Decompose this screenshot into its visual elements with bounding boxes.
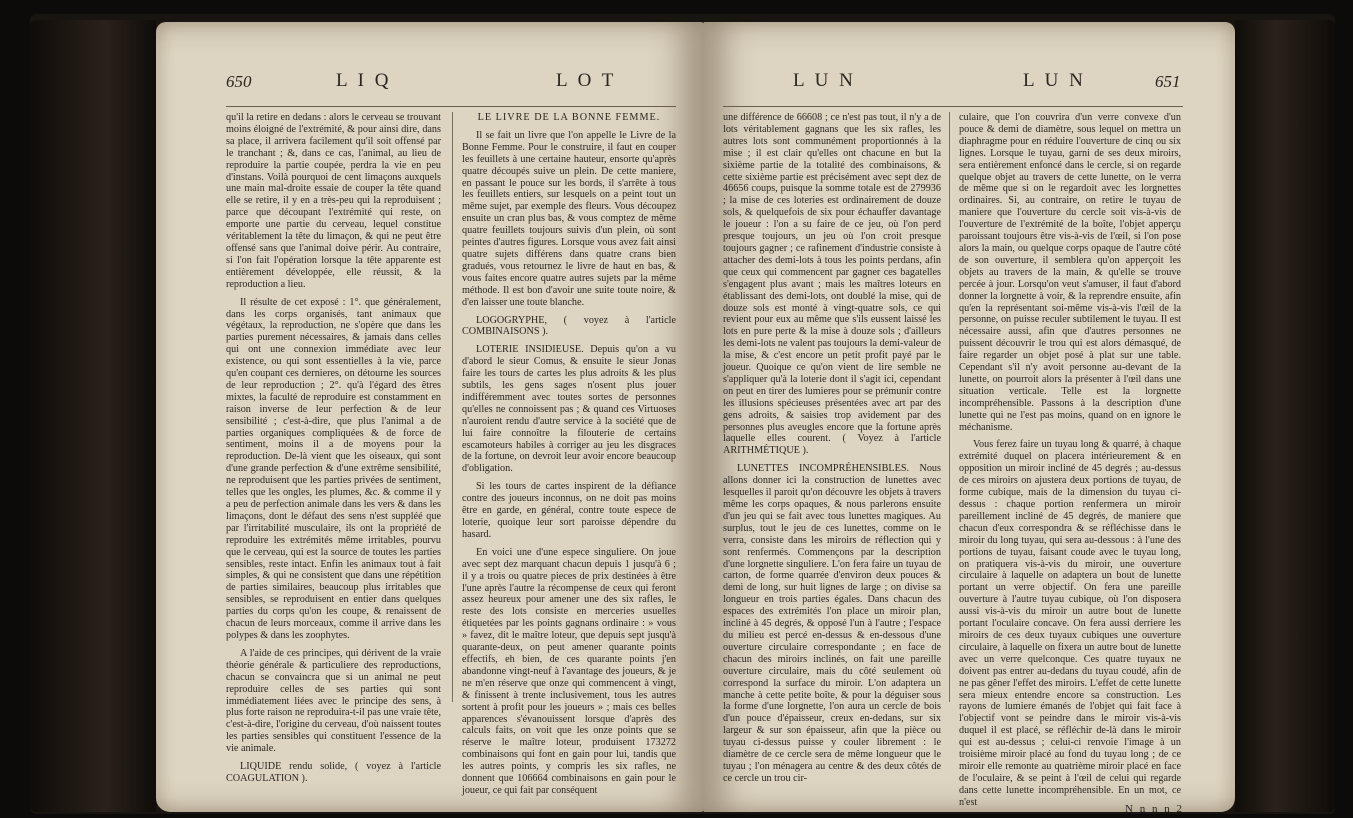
column-divider [949, 112, 950, 702]
paragraph: LUNETTES INCOMPRÉHENSIBLES. Nous allons donner ici la construction de lunettes avec lesquelles il paroit qu'on découvre les objets à travers même les corps opaques, & nous parlerons ensuite d'un jeu qui se fait avec tous lunettes magiques. Au surplus, tout le jeu de ces lunettes, comme on le verra, consiste dans les miroirs de réflection qui y sont renfermés. Commençons par la description d'une lorgnette singuliere. L'on fera faire un tuyau de carton, de forme quarrée d'environ deux pouces & demi de long, sur huit lignes de large ; on divise sa longueur en trois parties égales. Dans chacun des espaces des extrémités l'on place un miroir plan, incliné à 45 degrés, & opposé l'un à l'autre ; l'espace du milieu est percé en-dessus & en-dessous d'une ouverture circulaire correspondante ; en face de chacun des miroirs inclinés, on fait une pareille ouverture circulaire, mais du côté seulement où correspond la surface du miroir. L'on adaptera un manche à cette petite boîte, & pour la déguiser sous la forme d'une lorgnette, l'on aura un cercle de bois d'un pouce d'épaisseur, creux en-dedans, sur six largeur & sur son épaisseur, afin que la pièce ou tuyau ci-dessus puisse y couler librement : le diamètre de ce cercle sera de même longueur que le tuyau ; l'on ménagera au centre & des deux côtés de ce cercle un trou cir- [723, 463, 941, 784]
header-rule [226, 106, 676, 107]
page-number: 651 [1155, 72, 1181, 91]
left-page [156, 22, 703, 812]
paragraph: culaire, que l'on couvrira d'un verre convexe d'un pouce & demi de diamètre, sous lequel on mettra un diaphragme pour en réduire l'ouverture de cinq ou six lignes. Lorsque le tuyau, garni de ses deux miroirs, sera entièrement enfoncé dans le cercle, si on regarde quelque objet au travers de cette lunette, on le verra de même que si on le regardoit avec les lorgnettes ordinaires. Si, au contraire, on retire le tuyau de maniere que l'ouverture du cercle soit vis-à-vis de l'ouverture de l'extrémité de la boîte, l'objet apperçu paroissant toujours être vis-à-vis de l'œil, si l'on pose alors la main, ou quelque corps opaque de l'autre côté de son ouverture, il semblera qu'on apperçoit les objets au travers de la main, & qu'elle se trouve percée à jour. Lorsqu'on veut s'amuser, il faut d'abord donner la lorgnette à voir, & la reprendre ensuite, afin qu'en la représentant soi-même vis-à-vis l'œil de la personne, on puisse reculer subtilement le tuyau. Il est nécessaire aussi, afin que d'autres personnes ne puissent découvrir le trou qui est alors démasqué, de faire regarder un objet posé à plat sur une table. Cependant s'il n'y avoit personne au-devant de la lunette, on pourroit alors la présenter à l'œil dans une situation verticale. Telle est la lorgnette incompréhensible. Passons à la description d'une lunette qui ne l'est pas moins, quand on en ignore le méchanisme. [959, 112, 1181, 433]
paragraph: En voici une d'une espece singuliere. On joue avec sept dez marquant chacun depuis 1 jusqu'à 6 ; il y a trois ou quatre pieces de prix destinées à être l'une après l'autre la récompense de ceux qui feront assez heureux pour amener une des six rafles, le reste des lots consiste en merceries usuelles étiquetées par les points gagnans ordinaire : » vous » favez, dit le maître loteur, que depuis sept jusqu'à quarante-deux, on peut amener quarante points effectifs, eh bien, de ces quarante points j'en abandonne vingt-neuf à l'avantage des joueurs, & je ne m'en réserve que onze qui commencent à vingt, & finissent à trente inclusivement, tous les autres sortent à profit pour les joueurs » ; mais ces belles apparences s'évanouissent lorsque d'après des calculs faits, on voit que les onze points que se réserve le maître loteur, produisent 173272 combinaisons qui font en gain pour lui, tandis que les autres points, y compris les six rafles, ne donnent que 106664 combinaisons en gain pour le joueur, ce qui fait par conséquent [462, 546, 676, 796]
text-column [723, 112, 941, 791]
page-number: 650 [226, 72, 252, 91]
text-column [959, 112, 1181, 812]
right-page [703, 22, 1235, 812]
entry-crossref: LIQUIDE rendu solide, ( voyez à l'article COAGULATION ). [226, 761, 441, 784]
running-head: L O T [556, 70, 617, 91]
running-head: L U N [793, 70, 856, 91]
text-column [226, 112, 441, 791]
running-head: L U N [1023, 70, 1086, 91]
text-column [462, 112, 676, 803]
header-rule [723, 106, 1183, 107]
column-divider [452, 112, 453, 702]
paragraph: Il se fait un livre que l'on appelle le Livre de la Bonne Femme. Pour le construire, il faut en couper les feuillets à une certaine hauteur, ensorte qu'après quatre découpés suive un plein. De cette maniere, en passant le pouce sur les bords, il s'arrête à tous les feuillets entiers, sur lesquels on a peint tout un même sujet, par exemple des fleurs. Vous découpez ensuite un cran plus bas, & vous comptez de même quatre feuillets toujours suivis d'un plein, où sont peintes d'autres figures. Lorsque vous avez fait ainsi quatre sujets différens dans quatre crans bien gradués, vous retournez le livre de haut en bas, & vous faites encore quatre autres sujets par la même méthode. Il est bon d'avoir une suite toute noire, & d'en laisser une toute blanche. [462, 129, 676, 308]
left-page-edges [30, 20, 156, 812]
paragraph: une différence de 66608 ; ce n'est pas tout, il n'y a de lots véritablement gagnans que les six rafles, les autres lots sont communément proportionnés à la mise ; il est clair qu'elles ont chacune en but la sixième partie de la totalité des combinaisons, & cette sixième partie est précisément avec sept dez de 46656 coups, puisque la somme totale est de 279936 ; la mise de ces loteries est ordinairement de douze sols, & quelquefois de six pour échauffer davantage le joueur : l'on a su faire de ce jeu, où l'on perd presque toujours, un jeu où l'on croit presque toujours gagner ; ce rafinement d'industrie consiste à attacher des demi-lots à tous les points perdans, afin que ceux qui commencent par gagner ces bagatelles s'engagent plus avant ; mais les maîtres loteurs en établissant des demi-lots, ont doublé la mise, qui de douze sols est monté à vingt-quatre sols, ce qui revient pour eux au même que s'ils eussent laissé les lots en pure perte & la mise à douze sols ; d'ailleurs les demi-lots ne valent pas toujours la demi-valeur de la mise, & c'est encore un petit profit payé par le joueur. Quoique ce qu'on vient de lire semble ne s'appliquer qu'à la loterie dont il s'agit ici, cependant on peut en tirer des lumieres pour se prémunir contre les illusions spécieuses présentées avec art par des gens adroits, & saisies trop avidement par des personnes plus aveugles encore que la fortune après laquelle elles courent. ( Voyez à l'article ARITHMÉTIQUE ). [723, 112, 941, 457]
paragraph: Il résulte de cet exposé : 1°. que généralement, dans les corps organisés, tant animaux que végétaux, la reproduction, ne s'opère que dans les parties purement nécessaires, & jamais dans celles qui ont une connexion immédiate avec leur existence, ou qui sont essentielles à la vie, parce qu'en coupant ces dernieres, on détourne les sources de leur reproduction ; 2°. qu'à l'égard des êtres mixtes, la faculté de reproduire est constamment en raison inverse de leur perfection & de leur sensibilité ; c'est-à-dire, que plus l'animal a de parties organiques compliquées & de force de sentiment, moins il a de moyens pour la reproduction. De-là vient que les oiseaux, qui sont d'une grande perfection & d'une extrême sensibilité, ne reproduisent que les parties privées de sentiment, telles que les ongles, les plumes, &c. & comme il y a peu de perfection animale dans les vers & dans les limaçons, dont le défaut des sens n'est suppléé que par l'irritabilité musculaire, ils ont la propriété de reproduire les extrémités même irritables, pourvu que le cerveau, qui est la source de toutes les parties sensibles, reste intact. Enfin les animaux tout à fait simples, & qui ne consistent que dans une répétition de parties similaires, beaucoup plus irritables que sensibles, se reproduisent en entier dans quelques parties du corps qu'on les coupe, & renaissent de chacun de leurs morceaux, comme il arrive dans les polypes & dans les zoophytes. [226, 296, 441, 641]
paragraph: Vous ferez faire un tuyau long & quarré, à chaque extrémité duquel on placera intérieurement & en opposition un miroir incliné de 45 degrés ; au-dessus de ces miroirs on ajustera deux portions de tuyau, de forme cubique, mais de la dimension du tuyau ci-dessus : chaque portion renfermera un miroir pareillement incliné de 45 degrés, de maniere que chacun d'eux correspondra & se réfléchisse dans le miroir du long tuyau, qui sera au-dessous : à l'une des portions de tuyau, faisant coude avec le tuyau long, on pratiquera vis-à-vis du miroir, une ouverture circulaire à laquelle on adaptera un bout de lunette portant un verre objectif. On fera une pareille ouverture à l'autre tuyau cubique, où l'on disposera aussi vis-à-vis du miroir un autre bout de lunette portant l'oculaire concave. On fera aussi derriere les miroirs de ces deux tuyaux cubiques une ouverture circulaire, à laquelle on fixera un autre bout de lunette avec un verre quelconque. Ces quatre tuyaux ne doivent pas entrer au-dedans du tuyau coudé, afin de ne pas gêner l'effet des miroirs. L'effet de cette lunette sera mieux entendre encore sa construction. Les rayons de lumiere émanés de l'objet qui fait face à l'objectif vont se peindre dans le miroir vis-à-vis duquel il est placé, se réfléchir de-là dans le miroir qui est au-dessus ; celui-ci renvoie l'image à un troisième miroir placé au fond du tuyau long ; de ce miroir elle remonte au quatrième miroir placé en face de l'oculaire, & se peint à l'œil de celui qui regarde dans cette lunette incompréhensible. En un mot, ce n'est [959, 439, 1181, 808]
right-page-edges [1235, 20, 1335, 812]
paragraph: Si les tours de cartes inspirent de la défiance contre des joueurs inconnus, on ne doit pas moins être en garde, en général, contre toute espece de loterie, quoique leur sort paroisse dépendre du hasard. [462, 481, 676, 540]
entry-crossref: LOGOGRYPHE, ( voyez à l'article COMBINAISONS ). [462, 314, 676, 338]
paragraph: LOTERIE INSIDIEUSE. Depuis qu'on a vu d'abord le sieur Comus, & ensuite le sieur Jonas faire les tours de cartes les plus adroits & les plus subtils, les gens sages n'osent plus jouer indifféremment avec toutes sortes de personnes qu'elles ne connoissent pas ; & quand ces Virtuoses n'auroient rendu d'autre service à la société que de lui faire connoître la filouterie de certains escamoteurs habiles à corriger au jeu les disgraces de la fortune, on devroit leur avoir encore beaucoup d'obligation. [462, 344, 676, 475]
paragraph: qu'il la retire en dedans : alors le cerveau se trouvant moins éloigné de l'extrémité, & pour ainsi dire, dans sa place, il arrivera facilement qu'il soit offensé par le tranchant ; &, dans ce cas, l'animal, au lieu de reproduire la partie coupée, perdra la vie en peu d'instans. Voilà pourquoi de cent limaçons auxquels une main mal-droite essaie de couper la tête quand elle se retire, il y en a très-peu qui la reproduisent ; parce que découpant l'extrémité qui reste, on emporte une partie du cerveau, lequel constitue véritablement la tête du limaçon, & qui ne peut être offensé sans que l'animal doive périr. Au contraire, si l'on fait l'opération lorsque la tête apparente est entièrement développée, elle réussit, & la reproduction a lieu. [226, 112, 441, 290]
running-head: L I Q [336, 70, 392, 91]
signature-mark: N n n n 2 [1125, 803, 1184, 812]
entry-heading: LE LIVRE DE LA BONNE FEMME. [477, 112, 661, 123]
paragraph: A l'aide de ces principes, qui dérivent de la vraie théorie générale & particuliere des reproductions, chacun se convaincra que si un animal ne peut reproduire celles de ses parties qui sont immédiatement liées avec le principe des sens, à plus forte raison ne reproduira-t-il pas une vraie tête, c'est-à-dire, l'origine du cerveau, d'où naissent toutes les parties sensibles qui constituent l'essence de la vie animale. [226, 647, 441, 755]
